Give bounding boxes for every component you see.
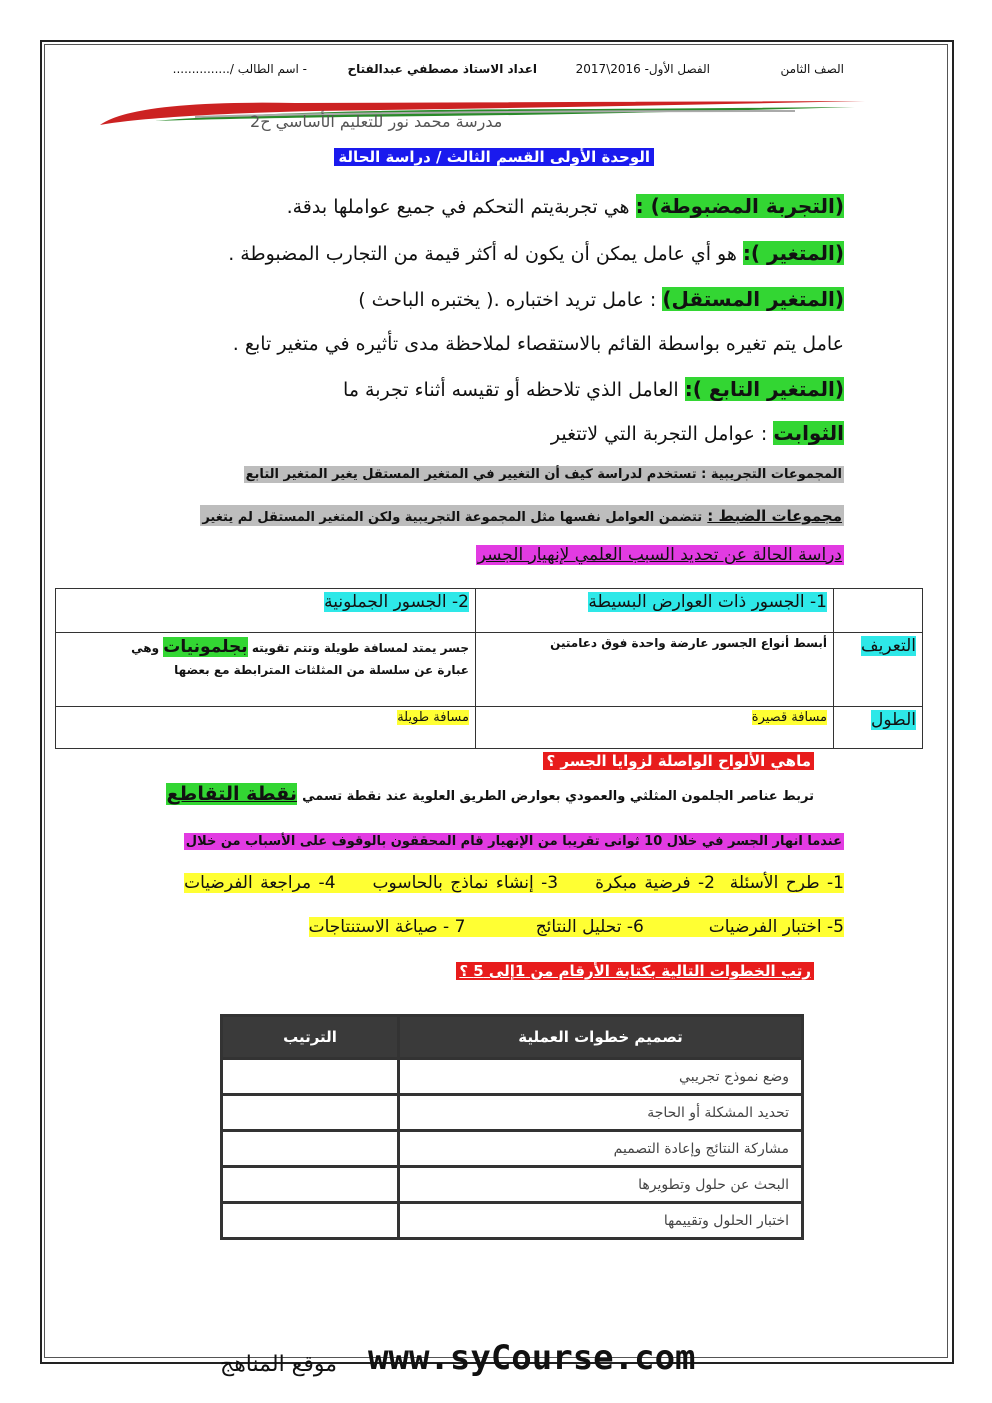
col-truss: 2- الجسور الجملونية bbox=[324, 592, 469, 612]
def-simple: أبسط أنواع الجسور عارضة واحدة فوق دعامتين bbox=[550, 636, 827, 650]
student-name-field: - اسم الطالب /............... bbox=[172, 62, 307, 76]
step-cell: اختبار الحلول وتقييمها bbox=[399, 1203, 803, 1239]
semester-label: الفصل الأول- 2016\2017 bbox=[575, 62, 710, 76]
order-input-cell[interactable] bbox=[222, 1059, 399, 1095]
constants-text: : عوامل التجربة التي لاتتغير bbox=[550, 423, 768, 445]
row-label-cell bbox=[834, 633, 923, 707]
col-order-header: الترتيب bbox=[222, 1016, 399, 1059]
page-title: الوحدة الأولى القسم الثالث / دراسة الحالة bbox=[334, 148, 654, 166]
table-row bbox=[222, 1167, 803, 1203]
step-6: 6- تحليل النتائج bbox=[535, 917, 644, 937]
step-5: 5- اختبار الفرضيات bbox=[708, 917, 844, 937]
bridge-types-table bbox=[55, 588, 923, 749]
col-steps-header: تصميم خطوات العملية bbox=[399, 1016, 803, 1059]
table-header-cell bbox=[476, 589, 834, 633]
def-truss-highlight: بجلمونيات bbox=[163, 637, 248, 657]
independent-term: (المتغير المستقل) bbox=[662, 287, 844, 311]
grade-label: الصف الثامن bbox=[780, 62, 844, 76]
variable-text: هو أي عامل يمكن أن يكون له أكثر قيمة من التجارب المضبوطة . bbox=[228, 243, 737, 265]
len-truss: مسافة طويلة bbox=[397, 710, 469, 725]
answer-text: تربط عناصر الجلمون المثلثي والعمودي بعوارض الطريق العلوية عند نقطة تسمي bbox=[302, 789, 814, 804]
def-truss-b: وهي bbox=[131, 641, 160, 655]
row-length-label: الطول bbox=[871, 710, 916, 730]
step-7: 7 - صياغة الاستنتاجات bbox=[308, 917, 466, 937]
independent-text: : عامل تريد اختباره .( يختبره الباحث ) bbox=[358, 289, 657, 311]
step-3: 3- إنشاء نماذج بالحاسوب bbox=[372, 873, 559, 893]
step-cell: البحث عن حلول وتطويرها bbox=[399, 1167, 803, 1203]
step-cell: تحديد المشكلة أو الحاجة bbox=[399, 1095, 803, 1131]
constants-def bbox=[551, 421, 844, 445]
independent-variable-def-2: عامل يتم تغيره بواسطة القائم بالاستقصاء لملاحظة مدى تأثيره في متغير تابع . bbox=[232, 333, 844, 355]
control-groups-def bbox=[200, 505, 844, 526]
investigation-steps-row1 bbox=[184, 873, 844, 893]
table-row bbox=[222, 1131, 803, 1167]
dependent-term: (المتغير التابع ): bbox=[684, 377, 844, 401]
dependent-text: العامل الذي تلاحظه أو تقيسه أثناء تجربة ما bbox=[343, 379, 679, 401]
answer-gusset-plates bbox=[166, 783, 814, 805]
order-input-cell[interactable] bbox=[222, 1167, 399, 1203]
step-cell: مشاركة النتائج وإعادة التصميم bbox=[399, 1131, 803, 1167]
order-input-cell[interactable] bbox=[222, 1131, 399, 1167]
investigation-steps-row2 bbox=[309, 917, 844, 937]
order-question: رتب الخطوات التالية بكتابة الأرقام من 1إلى 5 ؟ bbox=[456, 962, 814, 980]
def-truss-cell bbox=[56, 633, 476, 707]
answer-term: نقطة التقاطع bbox=[166, 783, 297, 805]
table-row bbox=[222, 1203, 803, 1239]
constants-term: الثوابت bbox=[773, 421, 844, 445]
school-name: مدرسة محمد نور للتعليم الأساسي ح2 bbox=[250, 112, 503, 131]
control-text: تتضمن العوامل نفسها مثل المجموعة التجريبية ولكن المتغير المستقل لم يتغير bbox=[202, 510, 703, 525]
design-steps-table bbox=[220, 1014, 804, 1240]
row-definition-label: التعريف bbox=[861, 636, 916, 656]
independent-variable-def bbox=[358, 287, 844, 311]
experimental-groups-def: المجموعات التجريبية : تستخدم لدراسة كيف أن التغيير في المتغير المستقل يغير المتغير التابع bbox=[245, 467, 842, 482]
table-corner-cell bbox=[834, 589, 923, 633]
def-truss-a: جسر يمتد لمسافة طويلة وتتم تقويته bbox=[251, 641, 469, 655]
len-simple-cell bbox=[476, 707, 834, 749]
question-gusset-plates: ماهي الألواح الواصلة لزوايا الجسر ؟ bbox=[543, 752, 814, 770]
col-simple-beam: 1- الجسور ذات العوارض البسيطة bbox=[588, 592, 827, 612]
table-header-cell bbox=[56, 589, 476, 633]
step-4: 4- مراجعة الفرضيات bbox=[184, 873, 336, 893]
controlled-term: (التجربة المضبوطة) : bbox=[635, 194, 844, 218]
control-term: مجموعات الضبط : bbox=[707, 507, 842, 525]
row-label-cell bbox=[834, 707, 923, 749]
table-row bbox=[222, 1095, 803, 1131]
dependent-variable-def bbox=[343, 377, 844, 401]
len-truss-cell bbox=[56, 707, 476, 749]
controlled-experiment-def bbox=[287, 194, 844, 218]
len-simple: مسافة قصيرة bbox=[751, 710, 827, 725]
controlled-text: هي تجربةيتم التحكم في جميع عواملها بدقة. bbox=[286, 196, 630, 218]
variable-term: (المتغير ): bbox=[742, 241, 844, 265]
order-input-cell[interactable] bbox=[222, 1203, 399, 1239]
step-2: 2- فرضية مبكرة bbox=[595, 873, 715, 893]
def-truss-c: عبارة عن سلسلة من المثلثات المترابطة مع بعضها bbox=[174, 663, 469, 677]
step-1: 1- طرح الأسئلة bbox=[729, 873, 844, 893]
author-label: اعداد الاستاذ مصطفي عبدالفتاح bbox=[347, 62, 537, 76]
collapse-sentence: عندما انهار الجسر في خلال 10 ثوانى تقريبا من الإنهيار قام المحققون بالوقوف على الأسباب من خلال bbox=[185, 834, 842, 849]
case-study-title: دراسة الحالة عن تحديد السبب العلمي لإنهيار الجسر bbox=[477, 545, 842, 565]
variable-def bbox=[228, 241, 844, 265]
order-input-cell[interactable] bbox=[222, 1095, 399, 1131]
def-simple-cell bbox=[476, 633, 834, 707]
step-cell: وضع نموذج تجريبي bbox=[399, 1059, 803, 1095]
footer-site-label: موقع المناهج bbox=[220, 1352, 338, 1377]
table-row bbox=[222, 1059, 803, 1095]
footer-site-url[interactable]: www.syCourse.com bbox=[368, 1338, 696, 1378]
